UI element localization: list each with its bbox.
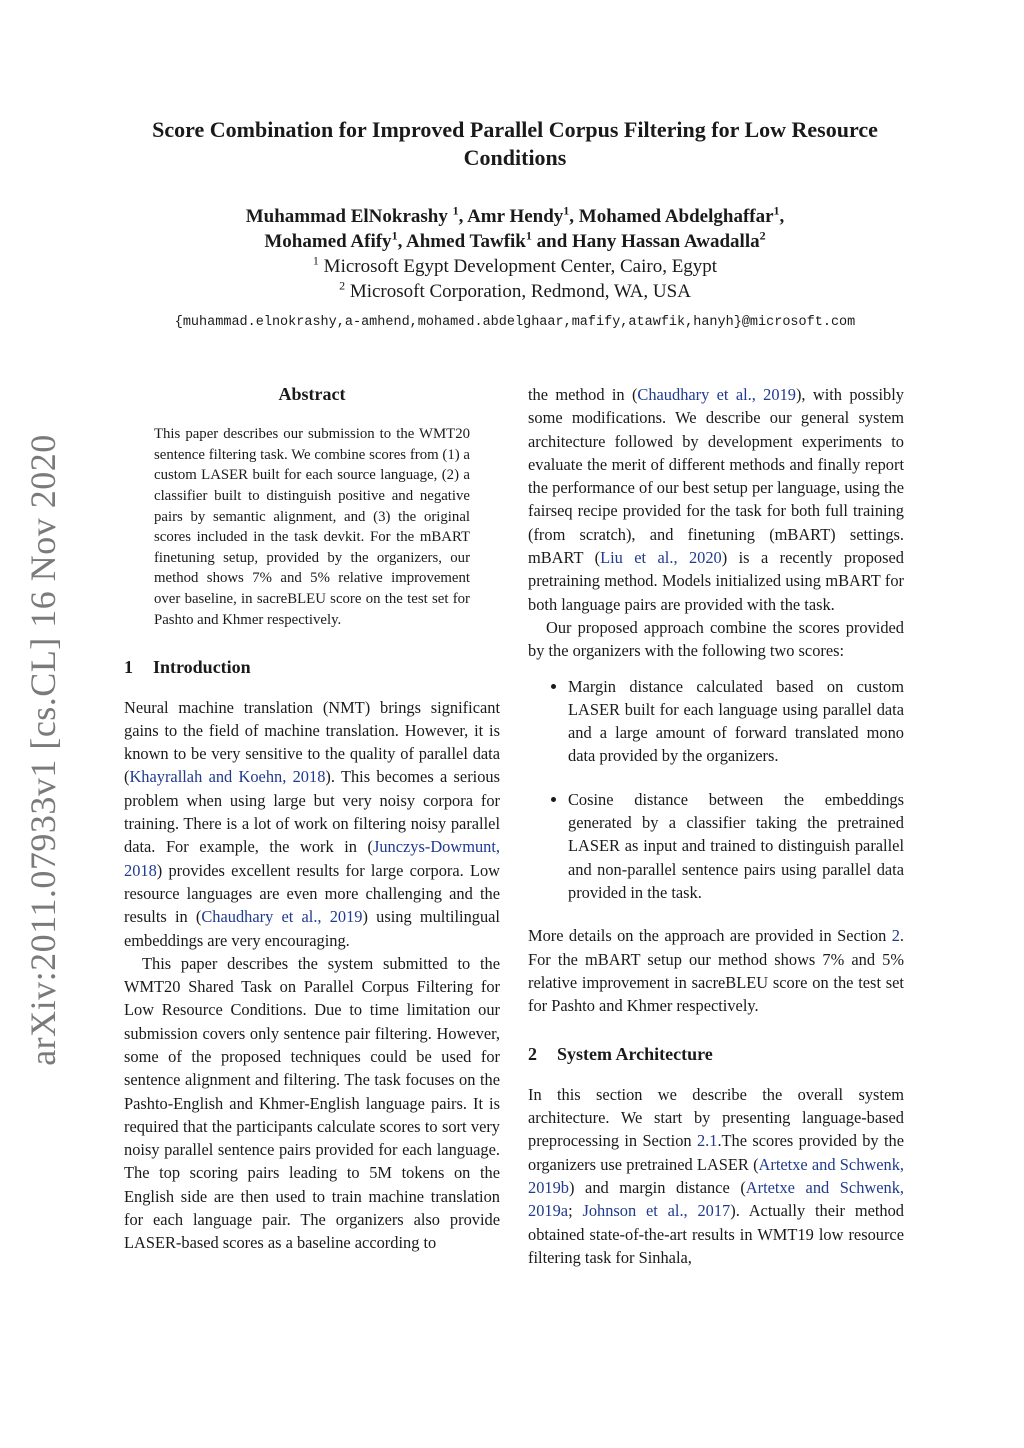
- list-item: • Cosine distance between the embeddings generated by a classifier taking the pretrained LASER as input and trained to distinguish parallel and non-parallel sentence pairs using parallel data provided in the task.: [568, 788, 904, 904]
- citation-link[interactable]: Khayrallah and Koehn, 2018: [129, 767, 326, 787]
- author: Mohamed Abdelghaffar: [578, 206, 774, 227]
- right-column: [528, 383, 904, 1269]
- affiliation-2: $^2$ Microsoft Corporation, Redmond, WA, USA: [339, 278, 691, 302]
- author-block: [120, 204, 910, 335]
- paragraph: the method in (Chaudhary et al., 2019), with possibly some modifications. We describe our general system architecture followed by development experiments to evaluate the merit of different methods and finally report the performance of our best setup per language, using the fairseq recipe provided for the task for both full training (from scratch), and finetuning (mBART) settings. mBART (Liu et al., 2020) is a recently proposed pretraining method. Models initialized using mBART for both language pairs are provided with the task.: [528, 385, 904, 614]
- paragraph: Our proposed approach combine the scores provided by the organizers with the following two scores:: [528, 617, 904, 661]
- bullet-list: [528, 675, 904, 905]
- paper-title: Score Combination for Improved Parallel Corpus Filtering for Low Resource Conditions: [152, 117, 878, 170]
- paragraph: More details on the approach are provided in Section 2. For the mBART setup our method shows 7% and 5% relative improvement in sacreBLEU score on the test set for Pashto and Khmer respectively.: [528, 926, 904, 1016]
- abstract-text: This paper describes our submission to the WMT20 sentence filtering task. We combine scores from (1) a custom LASER built for each source language, (2) a classifier built to distinguish positive and negative pairs by semantic alignment, and (3) the original scores included in the task devkit. For the mBART finetuning setup, provided by the organizers, our method shows 7% and 5% relative improvement over baseline, in sacreBLEU score on the test set for Pashto and Khmer respectively.: [154, 426, 470, 628]
- arxiv-stamp-text: arXiv:2011.07933v1 [cs.CL] 16 Nov 2020: [23, 434, 64, 1066]
- section-ref-link[interactable]: 2.1: [696, 1131, 718, 1151]
- section-heading-introduction: 1 Introduction: [124, 657, 251, 678]
- citation-link[interactable]: Chaudhary et al., 2019: [637, 385, 796, 404]
- citation-link[interactable]: Chaudhary et al., 2019: [201, 907, 363, 927]
- citation-link[interactable]: Artetxe and Schwenk, 2019b: [528, 1154, 904, 1197]
- abstract-heading: Abstract: [278, 384, 346, 404]
- list-item: • Margin distance calculated based on custom LASER built for each language using parallel data and a large amount of forward translated mono data provided by the organizers.: [568, 675, 904, 768]
- arxiv-stamp: [8, 434, 78, 1066]
- citation-link[interactable]: Artetxe and Schwenk, 2019a: [528, 1177, 904, 1221]
- author: Amr Hendy: [467, 206, 564, 227]
- author-names: Muhammad ElNokrashy $^1$, Amr Hendy$^1$, Mohamed Abdelghaffar$^1$, Mohamed Afify$^1$, Ahmed Tawfik$^1$ and Hany Hassan Awadalla$^2$: [245, 203, 785, 252]
- affiliation-1: $^1$ Microsoft Egypt Development Center, Cairo, Egypt: [312, 253, 718, 277]
- paragraph: This paper describes the system submitted to the WMT20 Shared Task on Parallel Corpus Filtering for Low Resource Conditions. Due to time limitation our submission covers only sentence pair filtering. However, some of the proposed techniques could be used for sentence alignment and filtering. The task focuses on the Pashto-English and Khmer-English language pairs. It is required that the participants calculate scores to sort very noisy parallel sentence pairs provided for each language. The top scoring pairs leading to 5M tokens on the English side are then used to train machine translation for each language pair. The organizers also provide LASER-based scores as a baseline according to: [124, 953, 500, 1253]
- citation-link[interactable]: Liu et al., 2020: [600, 548, 722, 568]
- paragraph: Neural machine translation (NMT) brings significant gains to the field of machine translation. However, it is known to be very sensitive to the quality of parallel data (Khayrallah and Koehn, 2018). This becomes a serious problem when using large but very noisy corpora for training. There is a lot of work on filtering noisy parallel data. For example, the work in (Junczys-Dowmunt, 2018) provides excellent results for large corpora. Low resource languages are even more challenging and the results in (Chaudhary et al., 2019) using multilingual embeddings are very encouraging.: [124, 697, 500, 950]
- paragraph: In this section we describe the overall system architecture. We start by presenting language-based preprocessing in Section 2.1.The scores provided by the organizers use pretrained LASER (Artetxe and Schwenk, 2019b) and margin distance (Artetxe and Schwenk, 2019a; Johnson et al., 2017). Actually their method obtained state-of-the-art results in WMT19 low resource filtering task for Sinhala,: [528, 1084, 904, 1267]
- citation-link[interactable]: Junczys-Dowmunt, 2018: [124, 837, 500, 880]
- section-heading-system-architecture: 2 System Architecture: [528, 1044, 713, 1065]
- author: Ahmed Tawfik: [406, 231, 526, 252]
- section-ref-link[interactable]: 2: [891, 926, 900, 946]
- author: Mohamed Afify: [264, 231, 392, 252]
- citation-link[interactable]: Johnson et al., 2017: [582, 1201, 731, 1221]
- author: Muhammad ElNokrashy: [245, 206, 448, 227]
- left-column: [124, 383, 500, 1255]
- author: Hany Hassan Awadalla: [572, 231, 760, 252]
- author-emails: {muhammad.elnokrashy,a-amhend,mohamed.abdelghaar,mafify,atawfik,hanyh}@microsoft.com: [174, 315, 856, 330]
